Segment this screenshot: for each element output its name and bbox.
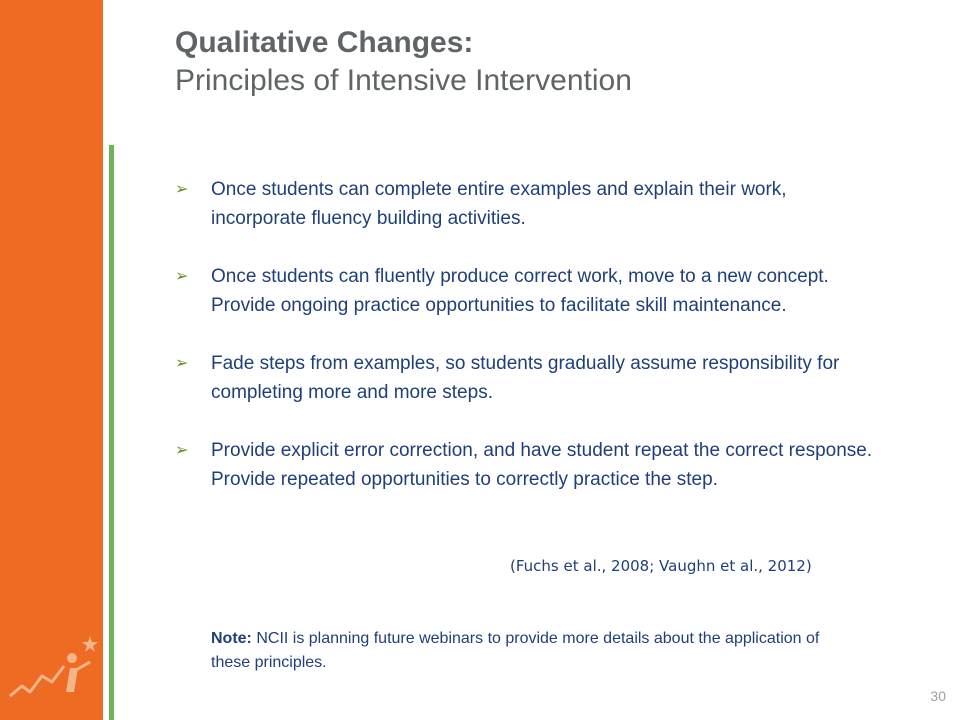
slide-title <box>175 24 632 100</box>
arrow-bullet-icon: ➢ <box>175 442 189 459</box>
note <box>211 627 851 675</box>
bullet-text: Provide explicit error correction, and have student repeat the correct response. Provide repeated opportunities to correctly practice the step. <box>211 440 873 490</box>
green-divider <box>109 145 114 720</box>
arrow-bullet-icon: ➢ <box>175 268 189 285</box>
orange-sidebar <box>0 0 103 720</box>
title-subtitle: Principles of Intensive Intervention <box>175 64 632 97</box>
bullet-text: Once students can fluently produce correct work, move to a new concept. Provide ongoing practice opportunities to facilitate skill maintenance. <box>211 266 829 316</box>
arrow-bullet-icon: ➢ <box>175 355 189 372</box>
bullet-item <box>175 262 875 320</box>
ncii-logo-icon <box>6 632 98 707</box>
arrow-bullet-icon: ➢ <box>175 181 189 198</box>
note-text: NCII is planning future webinars to provide more details about the application of these principles. <box>211 630 820 671</box>
bullet-list <box>175 175 875 523</box>
title-main: Qualitative Changes: <box>175 26 474 59</box>
bullet-text: Once students can complete entire examples and explain their work, incorporate fluency building activities. <box>211 179 787 229</box>
citation: (Fuchs et al., 2008; Vaughn et al., 2012) <box>510 557 812 575</box>
bullet-item <box>175 436 875 494</box>
bullet-text: Fade steps from examples, so students gradually assume responsibility for completing more and more steps. <box>211 353 840 403</box>
note-label: Note: <box>211 630 252 647</box>
bullet-item <box>175 349 875 407</box>
bullet-item <box>175 175 875 233</box>
page-number: 30 <box>930 688 946 704</box>
